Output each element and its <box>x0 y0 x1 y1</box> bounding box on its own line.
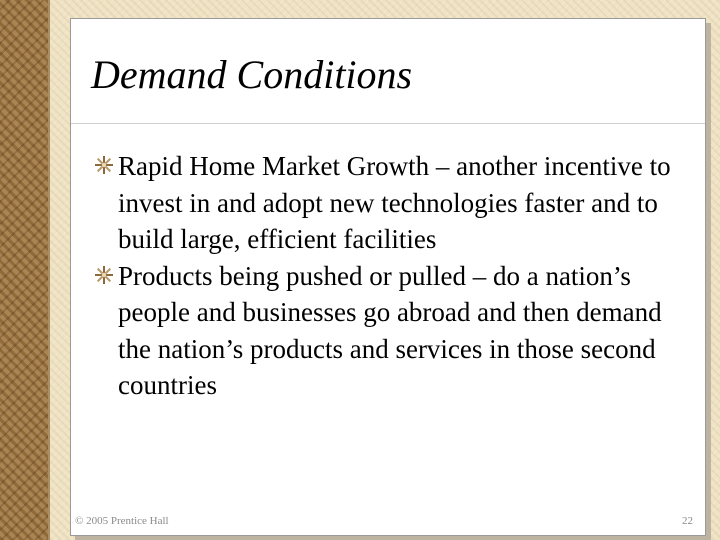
title-divider <box>71 123 705 124</box>
bullet-item <box>94 148 694 258</box>
decorative-texture-strip <box>0 0 48 540</box>
page-number: 22 <box>682 515 693 527</box>
starburst-bullet-icon <box>94 155 114 175</box>
bullet-text: Rapid Home Market Growth – another incentive to invest in and adopt new technologies faster and to build large, efficient facilities <box>118 151 671 254</box>
starburst-bullet-icon <box>94 265 114 285</box>
copyright-footer: © 2005 Prentice Hall <box>75 515 169 527</box>
slide-panel <box>70 18 706 536</box>
bullet-list <box>94 148 694 404</box>
strip-divider <box>48 0 50 540</box>
bullet-item <box>94 258 694 404</box>
bullet-text: Products being pushed or pulled – do a nation’s people and businesses go abroad and then demand the nation’s products and services in those second countries <box>118 260 662 400</box>
slide-title: Demand Conditions <box>91 52 413 97</box>
